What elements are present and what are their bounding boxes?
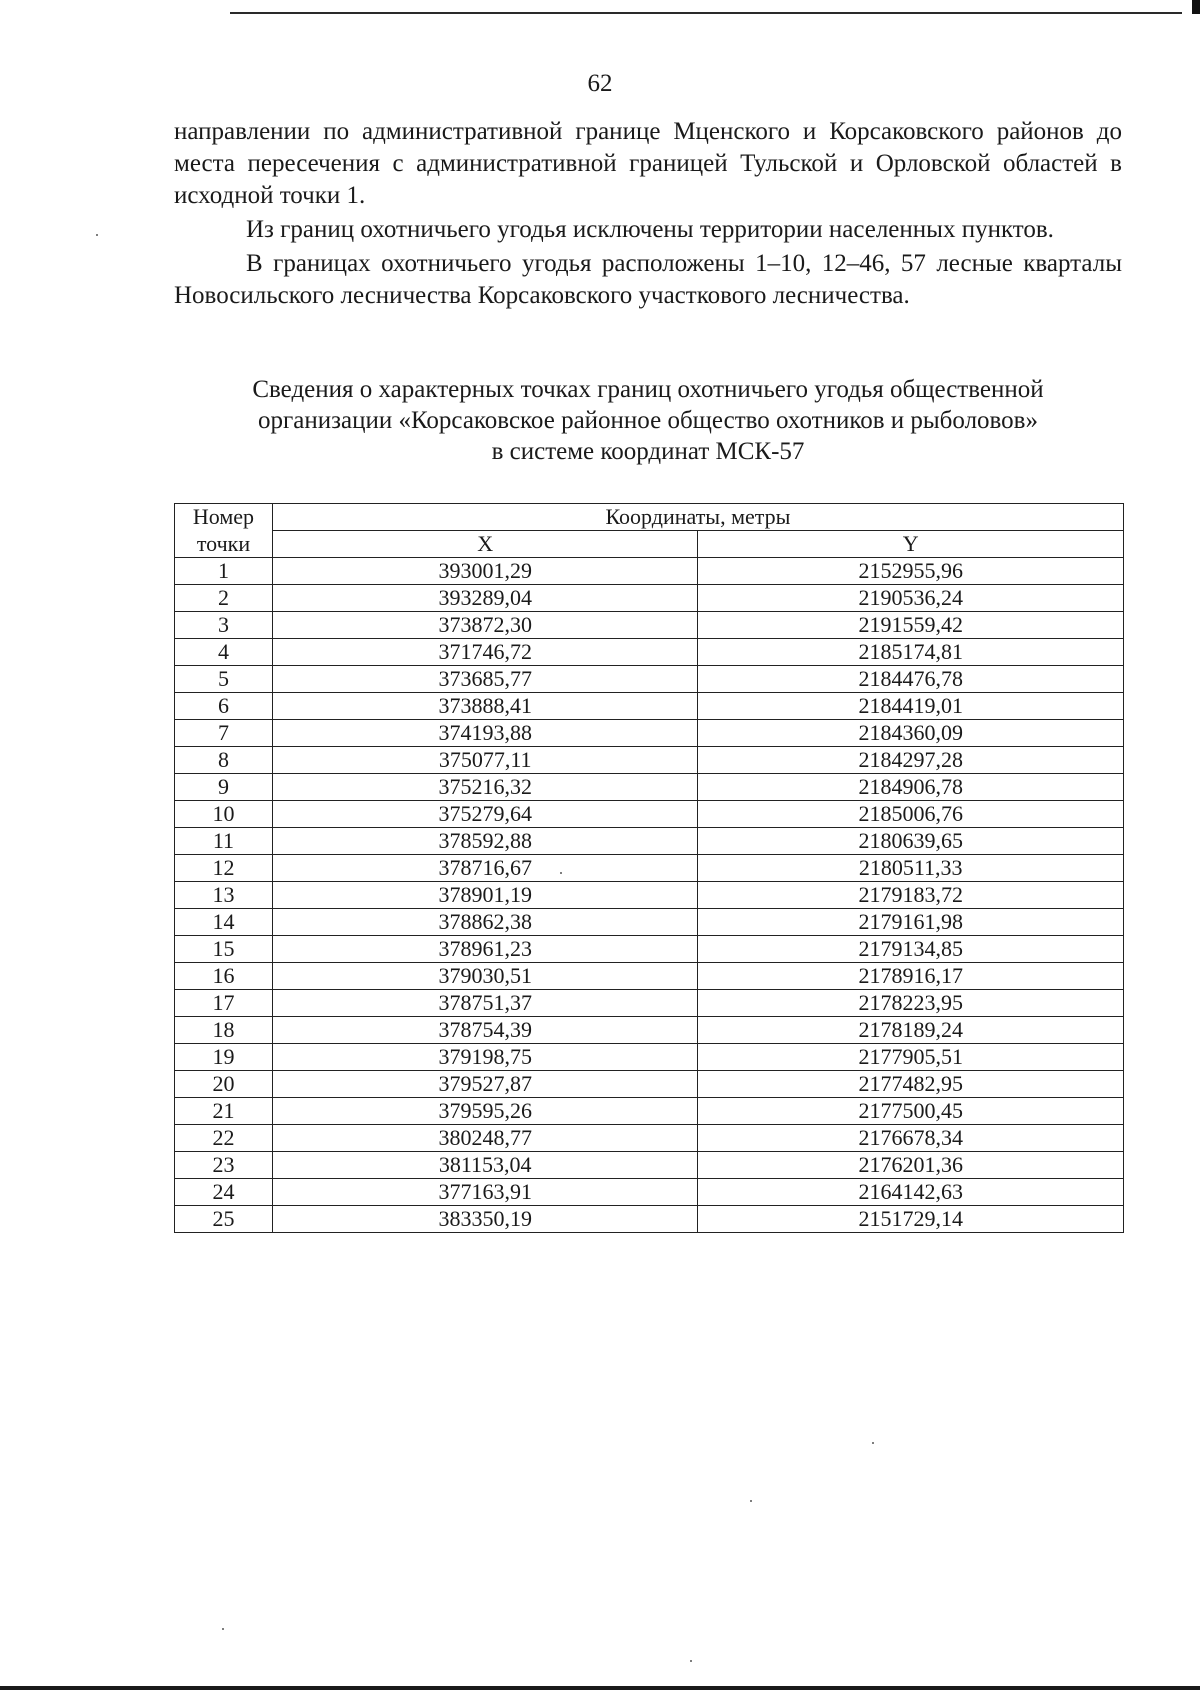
point-number-cell: 18 — [175, 1017, 273, 1044]
point-number-cell: 12 — [175, 855, 273, 882]
table-row — [175, 1098, 1124, 1125]
point-number-cell: 6 — [175, 693, 273, 720]
table-row — [175, 882, 1124, 909]
x-coordinate-cell: 383350,19 — [272, 1206, 698, 1233]
x-coordinate-cell: 377163,91 — [272, 1179, 698, 1206]
coordinates-table — [174, 503, 1124, 1233]
point-number-cell: 20 — [175, 1071, 273, 1098]
table-row — [175, 774, 1124, 801]
x-coordinate-cell: 373888,41 — [272, 693, 698, 720]
page-number: 62 — [587, 70, 613, 97]
y-coordinate-cell: 2179161,98 — [698, 909, 1124, 936]
point-number-cell: 22 — [175, 1125, 273, 1152]
table-row — [175, 558, 1124, 585]
scan-edge-mark — [1192, 0, 1200, 14]
table-row — [175, 1152, 1124, 1179]
paragraph-exclusions: Из границ охотничьего угодья исключены территории населенных пунктов. — [246, 216, 1054, 243]
table-row — [175, 909, 1124, 936]
point-number-cell: 4 — [175, 639, 273, 666]
point-number-cell: 19 — [175, 1044, 273, 1071]
header-x: X — [272, 531, 698, 558]
point-number-cell: 2 — [175, 585, 273, 612]
y-coordinate-cell: 2180639,65 — [698, 828, 1124, 855]
y-coordinate-cell: 2179183,72 — [698, 882, 1124, 909]
point-number-cell: 14 — [175, 909, 273, 936]
x-coordinate-cell: 378901,19 — [272, 882, 698, 909]
x-coordinate-cell: 380248,77 — [272, 1125, 698, 1152]
point-number-cell: 21 — [175, 1098, 273, 1125]
header-coordinates: Координаты, метры — [272, 504, 1123, 531]
table-row — [175, 693, 1124, 720]
x-coordinate-cell: 375279,64 — [272, 801, 698, 828]
scan-speck — [872, 1442, 874, 1444]
scan-border-top — [230, 12, 1182, 14]
point-number-cell: 23 — [175, 1152, 273, 1179]
x-coordinate-cell: 374193,88 — [272, 720, 698, 747]
body-text — [174, 116, 1122, 312]
x-coordinate-cell: 379198,75 — [272, 1044, 698, 1071]
header-point-number-line2: точки — [175, 531, 273, 558]
table-row — [175, 1179, 1124, 1206]
table-row — [175, 1044, 1124, 1071]
x-coordinate-cell: 379527,87 — [272, 1071, 698, 1098]
x-coordinate-cell: 378961,23 — [272, 936, 698, 963]
y-coordinate-cell: 2191559,42 — [698, 612, 1124, 639]
y-coordinate-cell: 2151729,14 — [698, 1206, 1124, 1233]
x-coordinate-cell: 379595,26 — [272, 1098, 698, 1125]
point-number-cell: 13 — [175, 882, 273, 909]
table-row — [175, 747, 1124, 774]
y-coordinate-cell: 2185174,81 — [698, 639, 1124, 666]
y-coordinate-cell: 2178916,17 — [698, 963, 1124, 990]
table-row — [175, 990, 1124, 1017]
scan-border-bottom — [0, 1686, 1200, 1690]
table-row — [175, 1125, 1124, 1152]
caption-line: Сведения о характерных точках границ охотничьего угодья общественной — [252, 376, 1044, 403]
point-number-cell: 1 — [175, 558, 273, 585]
table-row — [175, 612, 1124, 639]
table-row — [175, 963, 1124, 990]
x-coordinate-cell: 393289,04 — [272, 585, 698, 612]
header-y: Y — [698, 531, 1124, 558]
caption-line: организации «Корсаковское районное общество охотников и рыболовов» — [258, 407, 1038, 434]
table-header-row — [175, 504, 1124, 531]
y-coordinate-cell: 2164142,63 — [698, 1179, 1124, 1206]
table-row — [175, 639, 1124, 666]
point-number-cell: 16 — [175, 963, 273, 990]
y-coordinate-cell: 2184906,78 — [698, 774, 1124, 801]
x-coordinate-cell: 393001,29 — [272, 558, 698, 585]
y-coordinate-cell: 2185006,76 — [698, 801, 1124, 828]
x-coordinate-cell: 378751,37 — [272, 990, 698, 1017]
table-caption — [174, 374, 1122, 467]
y-coordinate-cell: 2184360,09 — [698, 720, 1124, 747]
point-number-cell: 11 — [175, 828, 273, 855]
scan-speck — [560, 872, 562, 874]
point-number-cell: 7 — [175, 720, 273, 747]
x-coordinate-cell: 371746,72 — [272, 639, 698, 666]
point-number-cell: 9 — [175, 774, 273, 801]
table-row — [175, 1071, 1124, 1098]
point-number-cell: 24 — [175, 1179, 273, 1206]
point-number-cell: 3 — [175, 612, 273, 639]
point-number-cell: 25 — [175, 1206, 273, 1233]
table-row — [175, 936, 1124, 963]
x-coordinate-cell: 373685,77 — [272, 666, 698, 693]
y-coordinate-cell: 2177500,45 — [698, 1098, 1124, 1125]
table-row — [175, 801, 1124, 828]
paragraph-forest-quarters: В границах охотничьего угодья расположены 1–10, 12–46, 57 лесные кварталы Новосильского лесничества Корсаковского участкового лесничества. — [174, 250, 1122, 309]
scan-speck — [690, 1660, 692, 1662]
caption-line: в системе координат МСК-57 — [491, 438, 805, 465]
x-coordinate-cell: 378862,38 — [272, 909, 698, 936]
y-coordinate-cell: 2179134,85 — [698, 936, 1124, 963]
point-number-cell: 10 — [175, 801, 273, 828]
point-number-cell: 5 — [175, 666, 273, 693]
x-coordinate-cell: 378592,88 — [272, 828, 698, 855]
table-row — [175, 828, 1124, 855]
y-coordinate-cell: 2184297,28 — [698, 747, 1124, 774]
table-row — [175, 1017, 1124, 1044]
point-number-cell: 17 — [175, 990, 273, 1017]
scan-speck — [222, 1628, 224, 1630]
scan-speck — [96, 234, 98, 236]
y-coordinate-cell: 2180511,33 — [698, 855, 1124, 882]
header-point-number: Номер — [175, 504, 273, 531]
y-coordinate-cell: 2184419,01 — [698, 693, 1124, 720]
scan-speck — [750, 1500, 752, 1502]
y-coordinate-cell: 2178189,24 — [698, 1017, 1124, 1044]
table-row — [175, 666, 1124, 693]
point-number-cell: 15 — [175, 936, 273, 963]
y-coordinate-cell: 2178223,95 — [698, 990, 1124, 1017]
y-coordinate-cell: 2177905,51 — [698, 1044, 1124, 1071]
x-coordinate-cell: 375077,11 — [272, 747, 698, 774]
x-coordinate-cell: 375216,32 — [272, 774, 698, 801]
table-row — [175, 720, 1124, 747]
paragraph-continuation: направлении по административной границе Мценского и Корсаковского районов до места пересечения с административной границей Тульской и Орловской областей в исходной точки 1. — [174, 118, 1122, 209]
y-coordinate-cell: 2152955,96 — [698, 558, 1124, 585]
table-row — [175, 585, 1124, 612]
x-coordinate-cell: 373872,30 — [272, 612, 698, 639]
table-row — [175, 855, 1124, 882]
y-coordinate-cell: 2176678,34 — [698, 1125, 1124, 1152]
x-coordinate-cell: 378716,67 — [272, 855, 698, 882]
y-coordinate-cell: 2184476,78 — [698, 666, 1124, 693]
x-coordinate-cell: 379030,51 — [272, 963, 698, 990]
x-coordinate-cell: 381153,04 — [272, 1152, 698, 1179]
x-coordinate-cell: 378754,39 — [272, 1017, 698, 1044]
y-coordinate-cell: 2177482,95 — [698, 1071, 1124, 1098]
point-number-cell: 8 — [175, 747, 273, 774]
y-coordinate-cell: 2176201,36 — [698, 1152, 1124, 1179]
table-row — [175, 1206, 1124, 1233]
y-coordinate-cell: 2190536,24 — [698, 585, 1124, 612]
table-body — [175, 558, 1124, 1233]
table-header-row — [175, 531, 1124, 558]
